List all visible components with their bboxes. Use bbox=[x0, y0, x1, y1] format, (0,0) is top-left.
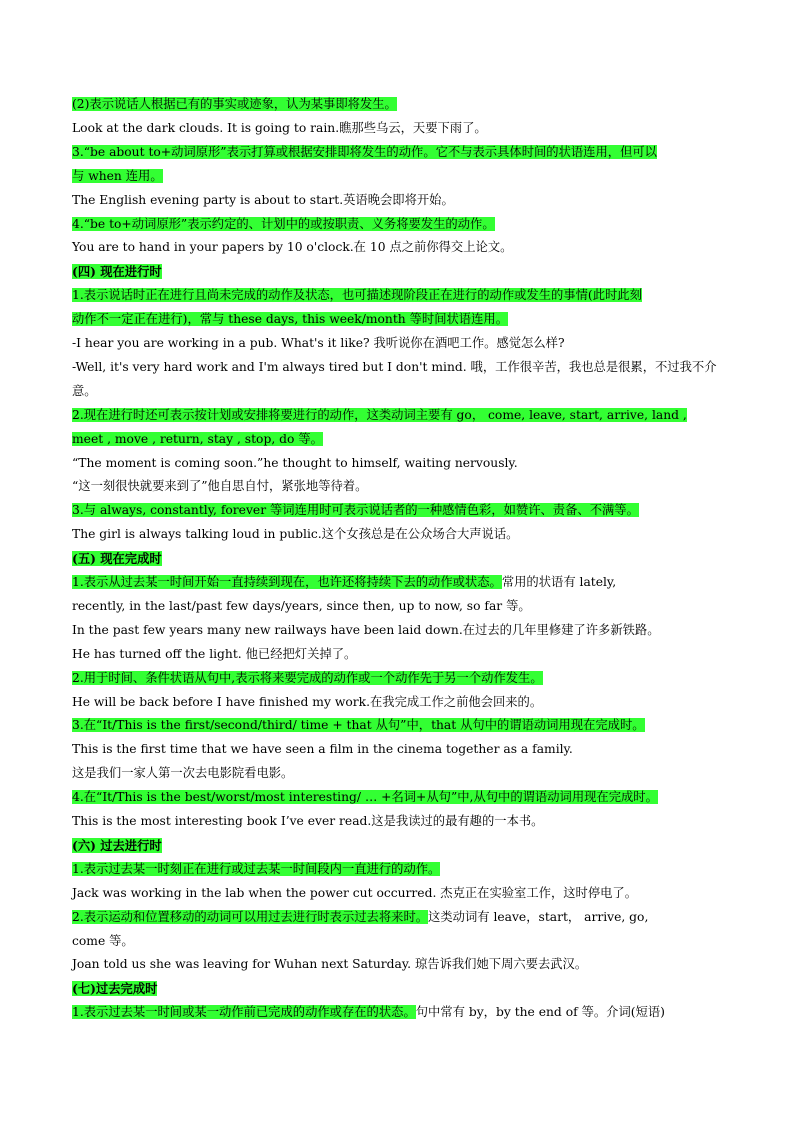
text-line bbox=[72, 168, 163, 185]
body-text: This is the first time that we have seen a film in the cinema together as a family. bbox=[72, 742, 573, 757]
highlighted-text: (五) 现在完成时 bbox=[72, 551, 162, 567]
highlighted-text: 2.表示运动和位置移动的动词可以用过去进行时表示过去将来时。 bbox=[72, 909, 429, 924]
body-text: “这一刻很快就要来到了”他自思自忖，紧张地等待着。 bbox=[72, 479, 368, 494]
highlighted-text: 1.表示说话时正在进行且尚未完成的动作及状态，也可描述现阶段正在进行的动作或发生的事情(此时此刻 bbox=[72, 288, 642, 303]
highlighted-text: 3.与 always, constantly, forever 等词连用时可表示说话者的一种感情色彩，如赞许、责备、不满等。 bbox=[72, 503, 639, 518]
text-line bbox=[72, 933, 134, 950]
text-line bbox=[72, 263, 162, 280]
text-line bbox=[72, 789, 658, 806]
text-line bbox=[72, 885, 637, 902]
body-text: Jack was working in the lab when the power cut occurred. 杰克正在实验室工作，这时停电了。 bbox=[72, 885, 638, 900]
text-line bbox=[72, 670, 543, 687]
body-text: 常用的状语有 lately, bbox=[501, 575, 617, 589]
text-line bbox=[72, 861, 440, 878]
body-text: 这类动词有 leave，start， arrive, go, bbox=[428, 909, 649, 924]
highlighted-text: 2.用于时间、条件状语从句中,表示将来要完成的动作或一个动作先于另一个动作发生。 bbox=[72, 670, 543, 685]
highlighted-text: 4.在“It/This is the best/worst/most interesting/ … +名词+从句”中,从句中的谓语动词用现在完成时。 bbox=[72, 790, 658, 805]
text-line bbox=[72, 526, 518, 543]
body-text: Look at the dark clouds. It is going to rain.瞧那些乌云，天要下雨了。 bbox=[72, 120, 487, 135]
highlighted-text: 4.“be to+动词原形”表示约定的、计划中的或按职责、义务将要发生的动作。 bbox=[72, 216, 495, 231]
text-line bbox=[72, 909, 648, 926]
highlighted-text: 1.表示过去某一时刻正在进行或过去某一时间段内一直进行的动作。 bbox=[72, 861, 441, 876]
text-line bbox=[72, 287, 642, 304]
text-line bbox=[72, 956, 587, 973]
highlighted-text: (六) 过去进行时 bbox=[72, 837, 162, 853]
body-text: come 等。 bbox=[72, 933, 134, 948]
body-text: Joan told us she was leaving for Wuhan next Saturday. 琼告诉我们她下周六要去武汉。 bbox=[72, 957, 588, 972]
body-text: recently, in the last/past few days/years, since then, up to now, so far 等。 bbox=[72, 598, 531, 613]
text-line bbox=[72, 239, 512, 256]
text-line bbox=[72, 216, 495, 233]
highlighted-text: 2.现在进行时还可表示按计划或安排将要进行的动作，这类动词主要有 go， come, leave, start, arrive, land , bbox=[72, 407, 687, 422]
text-line bbox=[72, 646, 356, 663]
text-line bbox=[72, 574, 616, 591]
text-line bbox=[72, 120, 487, 137]
body-text: You are to hand in your papers by 10 o'clock.在 10 点之前你得交上论文。 bbox=[72, 240, 513, 255]
text-line bbox=[72, 980, 157, 997]
body-text: -I hear you are working in a pub. What's it like? 我听说你在酒吧工作。感觉怎么样? bbox=[72, 336, 565, 350]
body-text: The girl is always talking loud in public.这个女孩总是在公众场合大声说话。 bbox=[72, 527, 519, 542]
text-line bbox=[72, 813, 543, 830]
highlighted-text: 1.表示过去某一时间或某一动作前已完成的动作或存在的状态。 bbox=[72, 1005, 416, 1020]
body-text: 这是我们一家人第一次去电影院看电影。 bbox=[72, 766, 294, 781]
body-text: “The moment is coming soon.”he thought to himself, waiting nervously. bbox=[72, 455, 518, 470]
text-line bbox=[72, 407, 687, 424]
text-line bbox=[72, 717, 645, 734]
text-line bbox=[72, 478, 367, 495]
body-text: He has turned off the light. 他已经把灯关掉了。 bbox=[72, 646, 357, 661]
text-line bbox=[72, 335, 565, 352]
body-text: In the past few years many new railways have been laid down.在过去的几年里修建了许多新铁路。 bbox=[72, 622, 660, 637]
body-text: He will be back before I have finished my work.在我完成工作之前他会回来的。 bbox=[72, 694, 543, 709]
text-line bbox=[72, 765, 293, 782]
highlighted-text: meet , move , return, stay , stop, do 等。 bbox=[72, 431, 323, 446]
highlighted-text: 3.“be about to+动词原形”表示打算或根据安排即将发生的动作。它不与表示具体时间的状语连用，但可以 bbox=[72, 144, 657, 159]
body-text: 意。 bbox=[72, 383, 97, 398]
text-line bbox=[72, 550, 162, 567]
body-text: This is the most interesting book I’ve ever read.这是我读过的最有趣的一本书。 bbox=[72, 814, 544, 828]
text-line bbox=[72, 622, 660, 639]
highlighted-text: 与 when 连用。 bbox=[72, 168, 163, 183]
highlighted-text: 1.表示从过去某一时间开始一直持续到现在，也许还将持续下去的动作或状态。 bbox=[72, 575, 502, 589]
text-line bbox=[72, 502, 639, 519]
highlighted-text: (四) 现在进行时 bbox=[72, 264, 162, 280]
text-line bbox=[72, 741, 573, 758]
body-text: The English evening party is about to start.英语晚会即将开始。 bbox=[72, 192, 454, 207]
text-line bbox=[72, 694, 542, 711]
text-line bbox=[72, 837, 162, 854]
highlighted-text: 3.在“It/This is the first/second/third/ time + that 从句”中，that 从句中的谓语动词用现在完成时。 bbox=[72, 718, 645, 733]
text-line bbox=[72, 431, 323, 448]
highlighted-text: (七)过去完成时 bbox=[72, 981, 158, 997]
text-line bbox=[72, 359, 717, 376]
text-line bbox=[72, 96, 397, 113]
text-line bbox=[72, 455, 518, 472]
text-line bbox=[72, 144, 657, 161]
text-line bbox=[72, 383, 97, 400]
text-line bbox=[72, 311, 508, 328]
body-text: 句中常有 by，by the end of 等。介词(短语) bbox=[415, 1005, 665, 1020]
text-line bbox=[72, 598, 531, 615]
highlighted-text: 动作不一定正在进行)，常与 these days, this week/month 等时间状语连用。 bbox=[72, 312, 508, 327]
highlighted-text: (2)表示说话人根据已有的事实或迹象，认为某事即将发生。 bbox=[72, 97, 397, 111]
body-text: -Well, it's very hard work and I'm always tired but I don't mind. 哦，工作很辛苦，我也总是很累，不过我不介 bbox=[72, 359, 717, 374]
text-line bbox=[72, 192, 454, 209]
text-line bbox=[72, 1004, 665, 1021]
